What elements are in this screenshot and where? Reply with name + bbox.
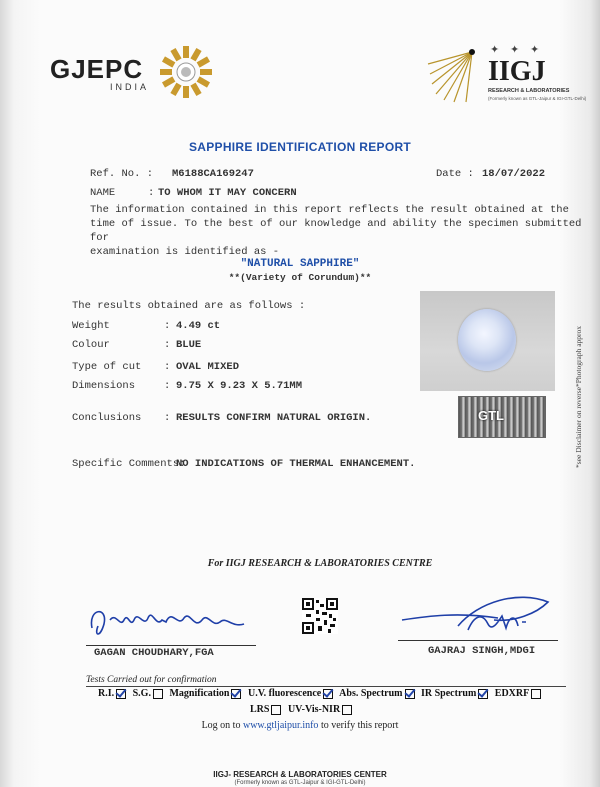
verify-pre: Log on to (201, 720, 241, 731)
footer-title: IIGJ- RESEARCH & LABORATORIES CENTER (213, 770, 387, 779)
gjepc-logo: GJEPC (50, 54, 144, 84)
name-label: NAME (90, 187, 116, 199)
test-label: EDXRF (494, 688, 530, 699)
comments-value: NO INDICATIONS OF THERMAL ENHANCEMENT. (176, 458, 416, 470)
gjepc-emblem-icon (158, 44, 214, 100)
signature-right (398, 592, 558, 642)
name-sep: : (148, 187, 155, 199)
tests-divider (86, 686, 566, 687)
gjepc-logo-sub: INDIA (110, 82, 150, 92)
result-sep: : (164, 320, 171, 332)
test-sg-checkbox[interactable] (153, 689, 163, 699)
ref-label: Ref. No. : (90, 168, 154, 180)
test-label: U.V. fluorescence (247, 688, 322, 699)
iigj-logo: IIGJ (488, 56, 546, 87)
conclusions-label: Conclusions (72, 412, 142, 424)
test-label: Magnification (169, 688, 230, 699)
svg-text:✦: ✦ (510, 44, 520, 56)
report-title: SAPPHIRE IDENTIFICATION REPORT (188, 140, 412, 154)
result-sep: : (164, 412, 171, 424)
name-value: TO WHOM IT MAY CONCERN (158, 187, 297, 199)
result-sep: : (164, 380, 171, 392)
intro-text (90, 203, 590, 259)
intro-line: The information contained in this report reflects the result obtained at the (90, 204, 569, 216)
result-label-dimensions: Dimensions (72, 380, 136, 392)
signature-left (86, 598, 256, 648)
result-value-cut: OVAL MIXED (176, 361, 240, 373)
test-label: LRS (250, 704, 270, 715)
test-abs-checkbox[interactable] (405, 689, 415, 699)
test-label: R.I. (98, 688, 115, 699)
identification-result: "NATURAL SAPPHIRE" (240, 258, 360, 270)
test-label: UV-Vis-NIR (287, 704, 341, 715)
signature-line-right (398, 640, 558, 641)
result-value-dimensions: 9.75 X 9.23 X 5.71MM (176, 380, 303, 392)
iigj-star-icon (426, 44, 486, 104)
signatory-right: GAJRAJ SINGH,MDGI (428, 645, 536, 657)
result-sep: : (164, 361, 171, 373)
result-sep: : (164, 339, 171, 351)
intro-line: time of issue. To the best of our knowledge and ability the specimen submitted for (90, 218, 582, 244)
iigj-logo-sub: RESEARCH & LABORATORIES (488, 88, 570, 94)
test-ri-checkbox[interactable] (116, 689, 126, 699)
test-label: Abs. Spectrum (339, 688, 403, 699)
verify-post: to verify this report (320, 720, 399, 731)
variety-text: **(Variety of Corundum)** (228, 272, 372, 283)
comments-label: Specific Comments: (72, 458, 186, 470)
result-label-colour: Colour (72, 339, 110, 351)
result-label-cut: Type of cut (72, 361, 142, 373)
result-value-weight: 4.49 ct (176, 320, 221, 332)
date-label: Date : (436, 168, 474, 180)
sapphire-image (458, 309, 516, 371)
test-lrs-checkbox[interactable] (271, 705, 281, 715)
iigj-sparkles-icon (486, 42, 556, 56)
signature-line-left (86, 645, 256, 646)
test-uv-checkbox[interactable] (323, 689, 333, 699)
test-label: S.G. (132, 688, 151, 699)
result-label-weight: Weight (72, 320, 110, 332)
ref-value: M6188CA169247 (172, 168, 254, 180)
results-intro: The results obtained are as follows : (72, 300, 306, 312)
date-value: 18/07/2022 (482, 168, 546, 180)
for-centre-line: For IIGJ RESEARCH & LABORATORIES CENTRE (207, 558, 433, 569)
hologram-text: GTL (478, 408, 504, 423)
signatory-left: GAGAN CHOUDHARY,FGA (94, 647, 214, 659)
side-disclaimer-text: *see Disclaimer on reverse*Photograph approx (574, 325, 583, 468)
footer-subtitle: (Formerly known as GTL-Jaipur & IGI-GTL-Delhi) (234, 780, 366, 786)
test-ir-checkbox[interactable] (478, 689, 488, 699)
test-label: IR Spectrum (421, 688, 477, 699)
svg-text:✦: ✦ (530, 44, 540, 56)
tests-title: Tests Carried out for confirmation (86, 675, 217, 685)
qr-code-icon (302, 598, 338, 634)
iigj-logo-sub2: (Formerly known as GTL-Jaipur & IGI-GTL-Delhi) (488, 96, 587, 101)
verify-line (0, 720, 600, 731)
result-value-colour: BLUE (176, 339, 202, 351)
tests-row-1 (98, 688, 545, 699)
test-edxrf-checkbox[interactable] (531, 689, 541, 699)
intro-line: examination is identified as - (90, 246, 280, 258)
side-disclaimer (571, 300, 585, 470)
verify-link[interactable]: www.gtljaipur.info (242, 720, 319, 731)
svg-text:✦: ✦ (490, 44, 500, 56)
test-magnification-checkbox[interactable] (231, 689, 241, 699)
test-uvvis-checkbox[interactable] (342, 705, 352, 715)
conclusions-value: RESULTS CONFIRM NATURAL ORIGIN. (176, 412, 372, 424)
tests-row-2 (250, 704, 356, 715)
